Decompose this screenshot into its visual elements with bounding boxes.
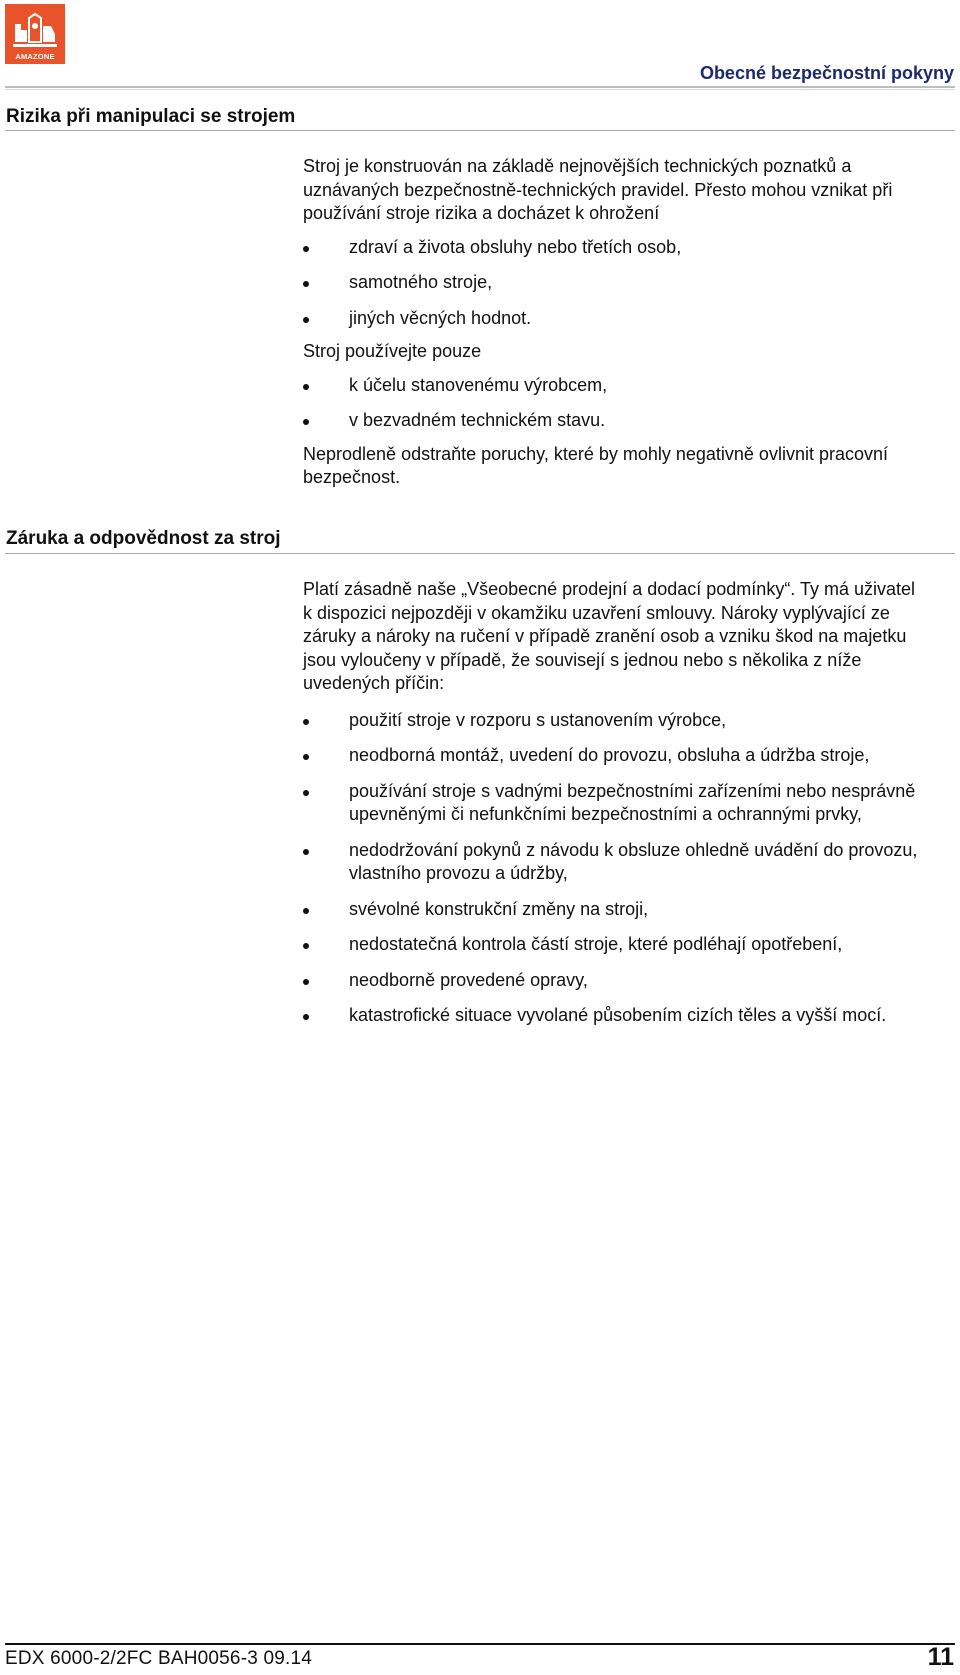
risks-list-conditions [303, 374, 923, 433]
section-divider-warranty [5, 553, 955, 554]
bullet-icon [303, 908, 309, 914]
list-item: katastrofické situace vyvolané působením cizích těles a vyšší mocí. [303, 1004, 923, 1028]
bullet-icon [303, 849, 309, 855]
list-item: neodborná montáž, uvedení do provozu, obsluha a údržba stroje, [303, 744, 923, 768]
list-item: samotného stroje, [303, 271, 923, 295]
list-item: neodborně provedené opravy, [303, 969, 923, 993]
list-item: jiných věcných hodnot. [303, 307, 923, 331]
list-item: používání stroje s vadnými bezpečnostními zařízeními nebo nesprávně upevněnými či nefunkčními bezpečnostními a ochrannými prvky, [303, 780, 923, 827]
warranty-intro: Platí zásadně naše „Všeobecné prodejní a dodací podmínky“. Ty má uživatel k dispozici nejpozději v okamžiku uzavření smlouvy. Nároky vyplývající ze záruky a nároky na ručení v případě zranění osob a vzniku škod na majetku jsou vyloučeny v případě, že souvisejí s jednou nebo s několika z níže uvedených příčin: [303, 579, 916, 693]
list-item: nedodržování pokynů z návodu k obsluze ohledně uvádění do provozu, vlastního provozu a údržby, [303, 839, 923, 886]
bullet-icon [303, 979, 309, 985]
bullet-icon [303, 754, 309, 760]
risks-closing: Neprodleně odstraňte poruchy, které by mohly negativně ovlivnit pracovní bezpečnost. [303, 443, 888, 487]
page-number: 11 [927, 1643, 954, 1671]
risks-list-endangered [303, 236, 923, 331]
bullet-icon [303, 419, 309, 425]
bullet-icon [303, 943, 309, 949]
section-body-warranty [303, 578, 923, 1028]
section-heading-warranty: Záruka a odpovědnost za stroj [6, 528, 281, 549]
bullet-icon [303, 384, 309, 390]
bullet-icon [303, 790, 309, 796]
risks-use-only: Stroj používejte pouze [303, 341, 482, 361]
header-divider-thin [5, 89, 955, 90]
warranty-causes-list [303, 709, 923, 1028]
footer-doc-ref: EDX 6000-2/2FC BAH0056-3 09.14 [5, 1648, 313, 1669]
list-item: k účelu stanovenému výrobcem, [303, 374, 923, 398]
header-divider [5, 86, 955, 88]
list-item: použití stroje v rozporu s ustanovením výrobce, [303, 709, 923, 733]
bullet-icon [303, 719, 309, 725]
bullet-icon [303, 281, 309, 287]
risks-intro: Stroj je konstruován na základě nejnovějších technických poznatků a uznávaných bezpečnostně-technických pravidel. Přesto mohou vznikat při používání stroje rizika a docházet k ohrožení [303, 156, 893, 223]
list-item: v bezvadném technickém stavu. [303, 409, 923, 433]
section-divider-risks [5, 130, 955, 131]
bullet-icon [303, 317, 309, 323]
bullet-icon [303, 1014, 309, 1020]
footer-divider [5, 1643, 955, 1645]
amazone-logo [5, 4, 65, 64]
list-item: zdraví a života obsluhy nebo třetích osob, [303, 236, 923, 260]
logo-text: AMAZONE [15, 52, 55, 61]
section-body-risks [303, 155, 923, 490]
list-item: svévolné konstrukční změny na stroji, [303, 898, 923, 922]
list-item: nedostatečná kontrola částí stroje, které podléhají opotřebení, [303, 933, 923, 957]
page-header-title: Obecné bezpečnostní pokyny [699, 63, 954, 83]
section-heading-risks: Rizika při manipulaci se strojem [6, 106, 296, 127]
bullet-icon [303, 246, 309, 252]
